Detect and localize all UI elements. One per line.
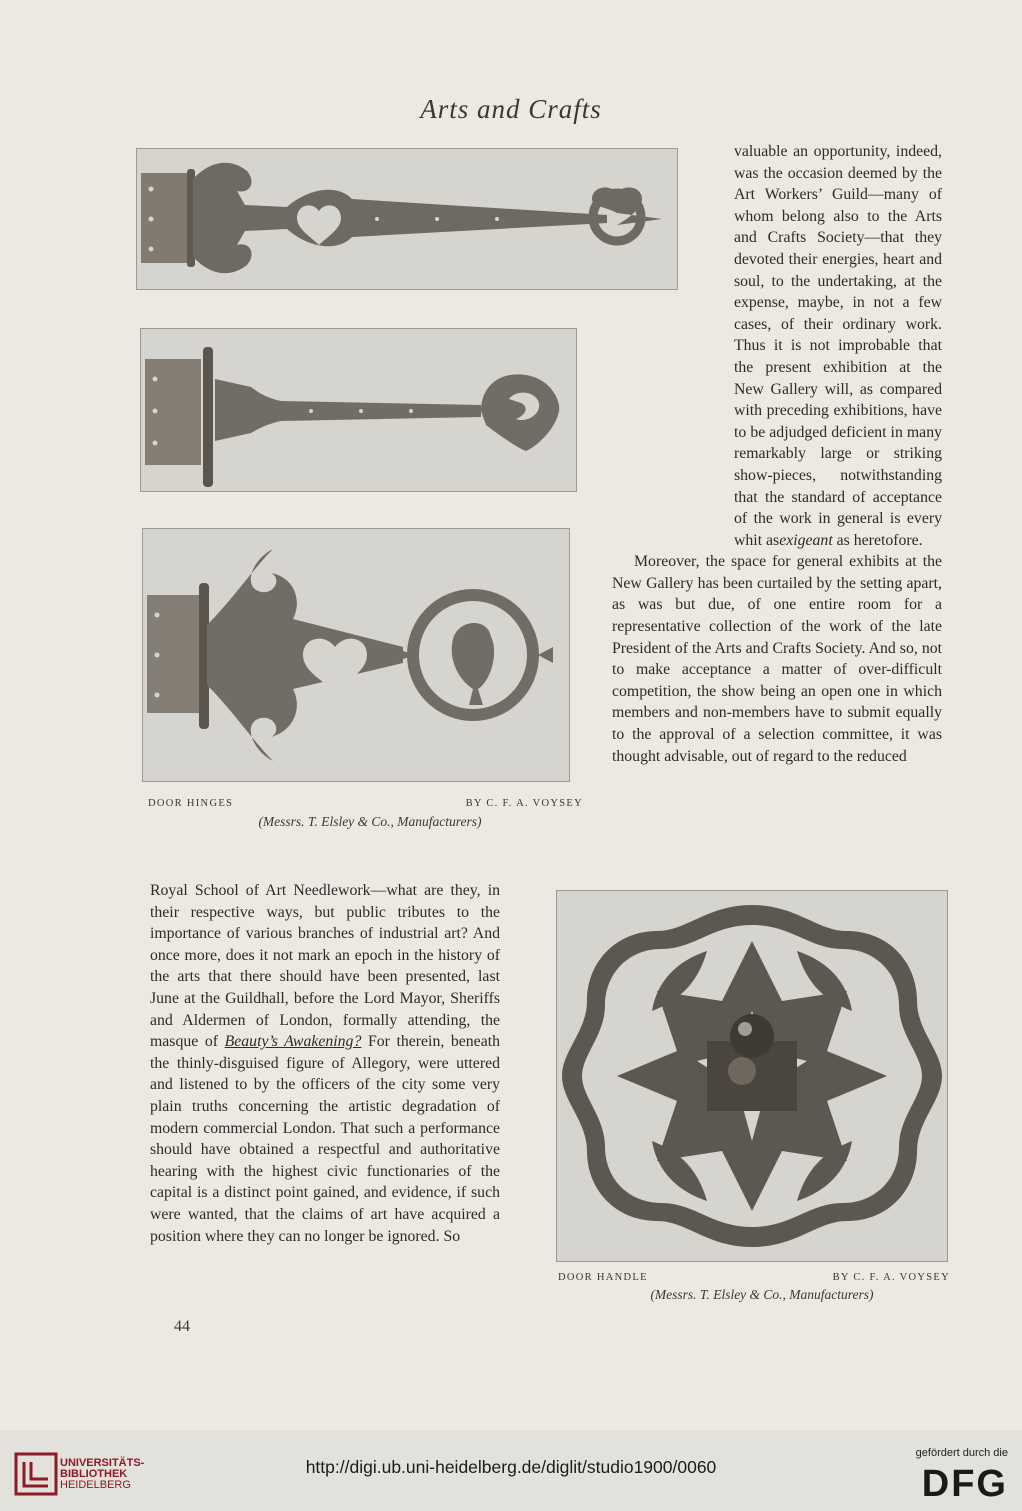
handle-credit: (Messrs. T. Elsley & Co., Manufacturers)	[650, 1287, 874, 1302]
page-number: 44	[174, 1318, 190, 1335]
library-name-line1: UNIVERSITÄTS-	[60, 1457, 145, 1469]
door-handle-image	[557, 891, 947, 1261]
dfg-logo: DFG	[921, 1463, 1008, 1505]
running-head: Arts and Crafts	[420, 94, 602, 124]
funder-label: gefördert durch die	[915, 1447, 1008, 1459]
paragraph-1	[612, 141, 942, 551]
library-name-line3: HEIDELBERG	[60, 1479, 131, 1491]
right-column-text	[612, 141, 942, 767]
paragraph-3-text: Royal School of Art Needlework—what are they, in their respective ways, but public tributes to the importance of various branches of industrial art? And once more, does it not mark an epoch in the history of the arts that there should have been presented, last June at the Guildhall, before the Lord Mayor, Sheriffs and Aldermen of London, formally attending, the masque of	[150, 882, 500, 1051]
hinges-caption-author: BY C. F. A. VOYSEY	[465, 798, 583, 809]
paragraph-1-end: as heretofore.	[832, 531, 923, 549]
library-name-line2: BIBLIOTHEK	[60, 1468, 128, 1480]
strap-hinge-heart-image	[137, 149, 677, 289]
paragraph-1-italic: exigeant	[779, 531, 833, 549]
paragraph-3	[150, 880, 500, 1247]
hinges-credit: (Messrs. T. Elsley & Co., Manufacturers)	[258, 814, 482, 829]
hinge-photo-2	[140, 328, 577, 492]
hinge-photo-3	[142, 528, 570, 782]
hinges-caption	[148, 798, 583, 809]
hinges-caption-title: DOOR HINGES	[148, 798, 234, 809]
paragraph-1-text: valuable an opportunity, indeed, was the occasion deemed by the Art Workers’ Guild—many of whom belong also to the Arts and Crafts Society—that they devoted their energies, heart and soul, to the undertaking, at the expense, maybe, in not a few cases, of their ordinary work. Thus it is not improbable that the present exhibition at the New Gallery will, as compared with preceding exhibitions, have to be adjudged deficient in many remarkably large or striking show-pieces, notwithstanding that the standard of acceptance of the work in general is every whit as	[734, 143, 942, 549]
paragraph-3-end: For therein, beneath the thinly-disguised figure of Allegory, were uttered and listened to by the officers of the city some very plain truths concerning the artistic degradation of modern commercial London. That such a performance should have obtained a respectful and authoritative hearing with the highest civic functionaries of the capital is a distinct point gained, and evidence, if such were wanted, that the claims of art have acquired a position where they can no longer be ignored. So	[150, 1033, 500, 1245]
hinge-photo-1	[136, 148, 678, 290]
ornate-hinge-bird-image	[143, 529, 569, 781]
paragraph-2: Moreover, the space for general exhibits at the New Gallery has been curtailed by the setting apart, as was but due, of one entire room for a representative collection of the work of the late President of the Arts and Crafts Society. And so, not to make acceptance a matter of over-difficult competition, the show being an open one in which members and non-members have to submit equally to the approval of a selection committee, it was thought advisable, out of regard to the reduced	[612, 553, 942, 765]
paragraph-3-italic: Beauty’s Awakening?	[224, 1033, 362, 1051]
handle-caption-title: DOOR HANDLE	[558, 1272, 648, 1283]
permalink-url[interactable]: http://digi.ub.uni-heidelberg.de/diglit/studio1900/0060	[305, 1457, 717, 1477]
t-hinge-leaf-image	[141, 329, 576, 491]
footer-bar	[0, 1430, 1022, 1511]
handle-photo	[556, 890, 948, 1262]
left-column-text	[150, 880, 500, 1247]
handle-caption	[558, 1272, 950, 1283]
handle-caption-author: BY C. F. A. VOYSEY	[832, 1272, 950, 1283]
